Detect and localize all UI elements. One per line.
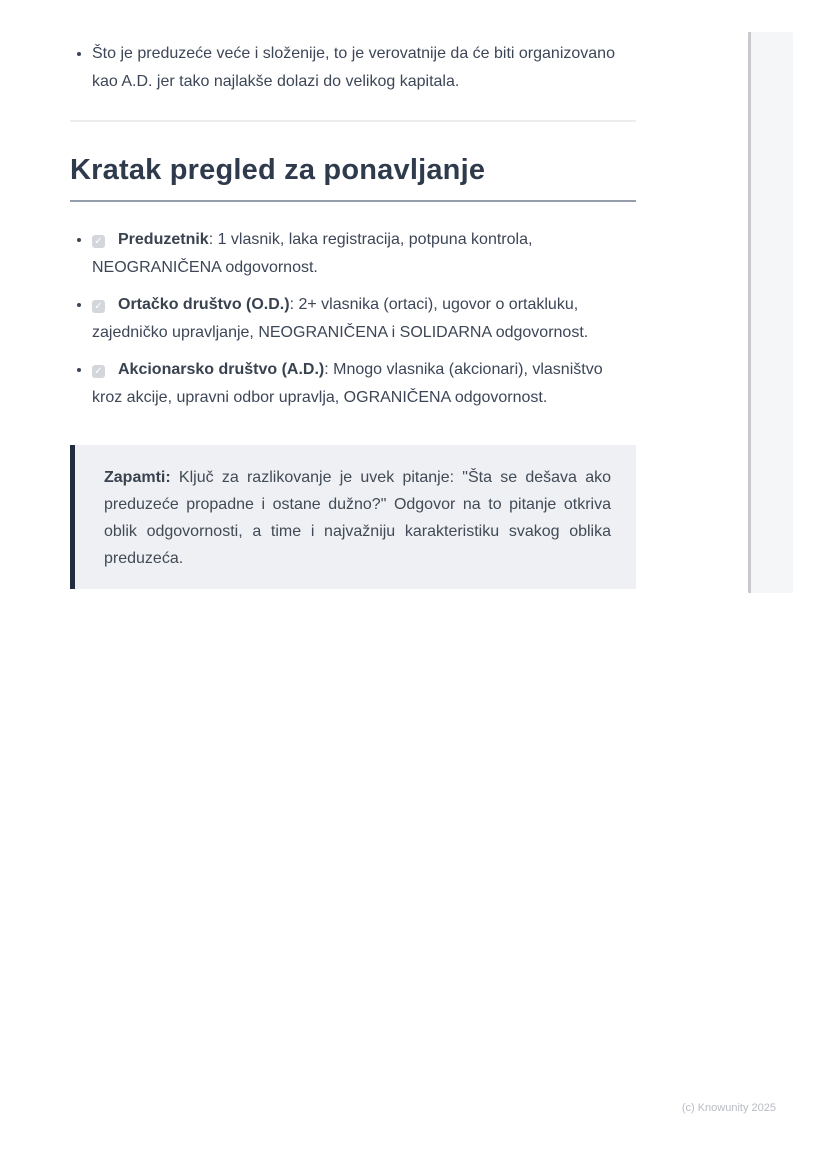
checklist-item-preduzetnik xyxy=(92,226,636,282)
copyright-footer: (c) Knowunity 2025 xyxy=(681,1102,776,1114)
summary-checklist xyxy=(70,226,636,412)
page-title: Kratak pregled za ponavljanje xyxy=(70,154,636,202)
page-edge-strip xyxy=(748,32,793,593)
checklist-item-text: : Mnogo vlasnika (akcionari), vlasništvo kroz akcije, upravni odbor upravlja, OGRANIČENA odgovornost. xyxy=(92,361,603,406)
checklist-item-label: Ortačko društvo (O.D.) xyxy=(118,296,290,313)
callout-label: Zapamti: xyxy=(104,469,171,486)
section-divider xyxy=(70,120,636,122)
document-page xyxy=(70,0,636,589)
checklist-item-label: Preduzetnik xyxy=(118,231,209,248)
intro-bullet-item xyxy=(92,40,636,96)
intro-bullet-text: Što je preduzeće veće i složenije, to je verovatnije da će biti organizovano kao A.D. jer tako najlakše dolazi do velikog kapitala. xyxy=(92,45,615,90)
checklist-item-label: Akcionarsko društvo (A.D.) xyxy=(118,361,325,378)
callout-text: Ključ za razlikovanje je uvek pitanje: "Šta se dešava ako preduzeće propadne i ostane dužno?" Odgovor na to pitanje otkriva oblik odgovornosti, a time i najvažniju karakteristiku svakog oblika preduzeća. xyxy=(104,469,611,567)
checked-checkbox-icon[interactable]: ✓ xyxy=(92,300,105,313)
checked-checkbox-icon[interactable]: ✓ xyxy=(92,235,105,248)
checked-checkbox-icon[interactable]: ✓ xyxy=(92,365,105,378)
checklist-item-ortacko-drustvo xyxy=(92,291,636,347)
checklist-item-text: : 1 vlasnik, laka registracija, potpuna kontrola, NEOGRANIČENA odgovornost. xyxy=(92,231,533,276)
intro-bullet-list xyxy=(70,40,636,96)
reminder-callout xyxy=(70,445,636,589)
checklist-item-text: : 2+ vlasnika (ortaci), ugovor o ortakluku, zajedničko upravljanje, NEOGRANIČENA i SOLIDARNA odgovornost. xyxy=(92,296,589,341)
checklist-item-akcionarsko-drustvo xyxy=(92,356,636,412)
